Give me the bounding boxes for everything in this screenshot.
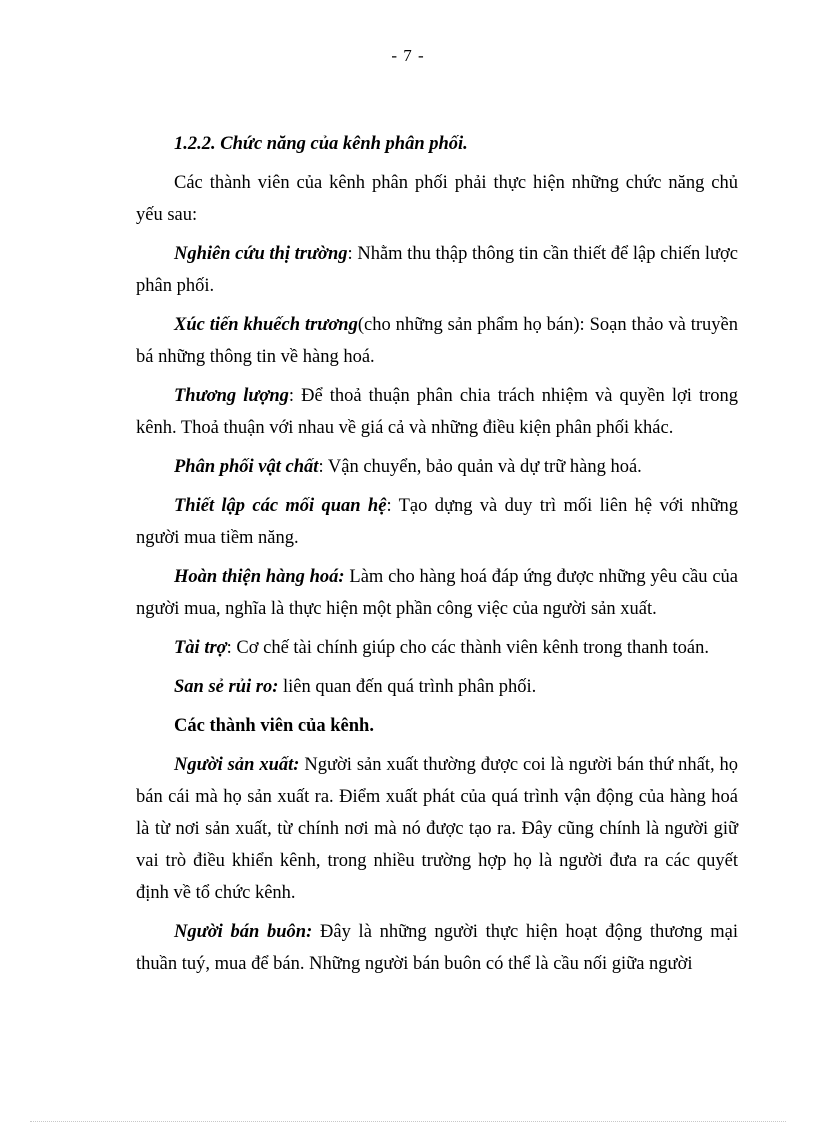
function-separator: : — [347, 244, 358, 264]
function-paragraph — [136, 451, 738, 483]
member-term: Người sản xuất: — [174, 755, 300, 775]
function-text: Để thoả thuận phân chia trách nhiệm và quyền lợi trong kênh. Thoả thuận với nhau về giá cả và những điều kiện phân phối khác. — [136, 386, 738, 438]
function-separator: : — [318, 457, 328, 477]
function-paragraph — [136, 671, 738, 703]
document-body — [136, 128, 738, 987]
member-text: Đây là những người thực hiện hoạt động thương mại thuần tuý, mua để bán. Những người bán buôn có thể là cầu nối giữa người — [136, 922, 739, 974]
member-paragraph — [136, 916, 738, 980]
function-paragraph — [136, 380, 738, 444]
function-paragraph — [136, 561, 738, 625]
function-term: San sẻ rủi ro: — [174, 677, 279, 697]
function-term: Xúc tiến khuếch trương — [174, 315, 358, 335]
member-text: Người sản xuất thường được coi là người bán thứ nhất, họ bán cái mà họ sản xuất ra. Điểm xuất phát của quá trình vận động của hàng hoá là từ nơi sản xuất, từ chính nơi mà nó được tạo ra. Đây cũng chính là người giữ vai trò điều khiển kênh, trong nhiều trường hợp họ là người đưa ra các quyết định về tổ chức kênh. — [136, 755, 738, 903]
function-separator: : — [226, 638, 237, 658]
function-text: Cơ chế tài chính giúp cho các thành viên kênh trong thanh toán. — [236, 638, 710, 658]
function-paragraph — [136, 309, 738, 373]
member-term: Người bán buôn: — [174, 922, 313, 942]
function-term: Hoàn thiện hàng hoá: — [174, 567, 345, 587]
member-paragraph — [136, 749, 738, 909]
page-number: - 7 - — [391, 46, 425, 65]
function-text: Làm cho hàng hoá đáp ứng được những yêu cầu của người mua, nghĩa là thực hiện một phần công việc của người sản xuất. — [136, 567, 739, 619]
members-heading — [136, 710, 738, 742]
intro-paragraph: Các thành viên của kênh phân phối phải thực hiện những chức năng chủ yếu sau: — [136, 173, 738, 225]
function-text: liên quan đến quá trình phân phối. — [282, 677, 537, 697]
function-term: Thương lượng — [174, 386, 289, 406]
function-text: Vận chuyển, bảo quản và dự trữ hàng hoá. — [327, 457, 642, 477]
page-bottom-edge — [30, 1121, 786, 1122]
function-paragraph — [136, 490, 738, 554]
function-separator: : — [288, 386, 302, 406]
function-paragraph — [136, 632, 738, 664]
member-separator — [312, 922, 320, 942]
function-term: Phân phối vật chất — [174, 457, 319, 477]
function-text: Tạo dựng và duy trì mối liên hệ với những người mua tiềm năng. — [136, 496, 739, 548]
function-term: Thiết lập các mối quan hệ — [174, 496, 387, 516]
function-paragraph — [136, 238, 738, 302]
section-heading-text: 1.2.2. Chức năng của kênh phân phối. — [174, 134, 468, 154]
function-separator: : — [386, 496, 399, 516]
function-text: (cho những sản phẩm họ bán): Soạn thảo và truyền bá những thông tin về hàng hoá. — [136, 315, 738, 367]
function-term: Nghiên cứu thị trường — [174, 244, 348, 264]
function-term: Tài trợ — [174, 638, 227, 658]
function-text: Nhằm thu thập thông tin cần thiết để lập chiến lược phân phối. — [136, 244, 739, 296]
section-heading — [136, 128, 738, 160]
members-heading-text: Các thành viên của kênh. — [174, 716, 374, 736]
